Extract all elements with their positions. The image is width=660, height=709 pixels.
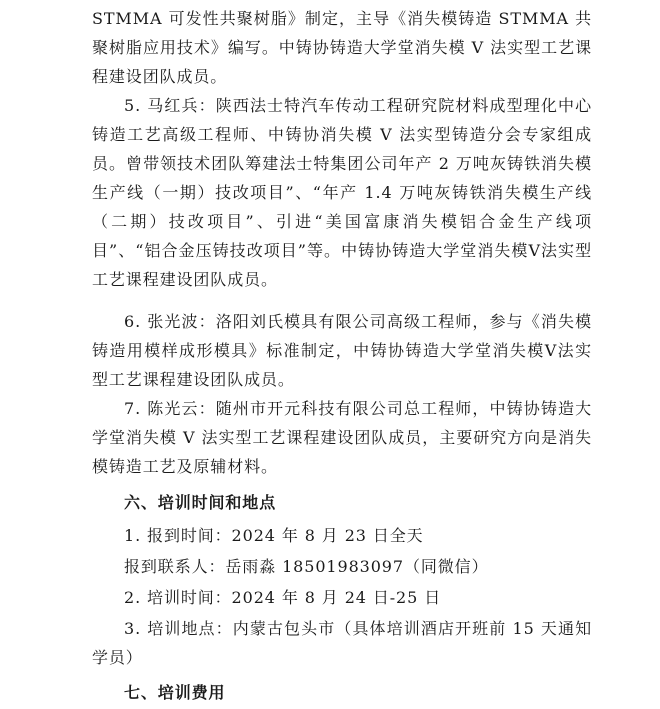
section-7-heading: 七、培训费用 [124,683,226,702]
training-location: 3. 培训地点：内蒙古包头市（具体培训酒店开班前 15 天通知学员） [92,619,592,667]
expert-item-7: 7. 陈光云：随州市开元科技有限公司总工程师，中铸协铸造大学堂消失模 V 法实型工艺课程建设团队成员，主要研究方向是消失模铸造工艺及原辅材料。 [92,399,592,476]
registration-contact: 报到联系人：岳雨淼 18501983097（同微信） [124,557,489,576]
intro-paragraph-tail: STMMA 可发性共聚树脂》制定，主导《消失模铸造 STMMA 共聚树脂应用技术》编写。中铸协铸造大学堂消失模 V 法实型工艺课程建设团队成员。 [92,9,592,86]
expert-item-6: 6. 张光波：洛阳刘氏模具有限公司高级工程师，参与《消失模铸造用模样成形模具》标准制定，中铸协铸造大学堂消失模Ⅴ法实型工艺课程建设团队成员。 [92,312,592,389]
section-6-heading: 六、培训时间和地点 [124,493,277,512]
training-time: 2. 培训时间：2024 年 8 月 24 日-25 日 [124,588,442,607]
registration-time: 1. 报到时间：2024 年 8 月 23 日全天 [124,526,424,545]
expert-item-5: 5. 马红兵：陕西法士特汽车传动工程研究院材料成型理化中心铸造工艺高级工程师、中铸协消失模 V 法实型铸造分会专家组成员。曾带领技术团队筹建法士特集团公司年产 2 万吨灰铸铁消失模生产线（一期）技改项目”、“年产 1.4 万吨灰铸铁消失模生产线（二期）技改项目”、引进“美国富康消失模铝合金生产线项目”、“铝合金压铸技改项目”等。中铸协铸造大学堂消失模Ⅴ法实型工艺课程建设团队成员。 [92,96,592,289]
